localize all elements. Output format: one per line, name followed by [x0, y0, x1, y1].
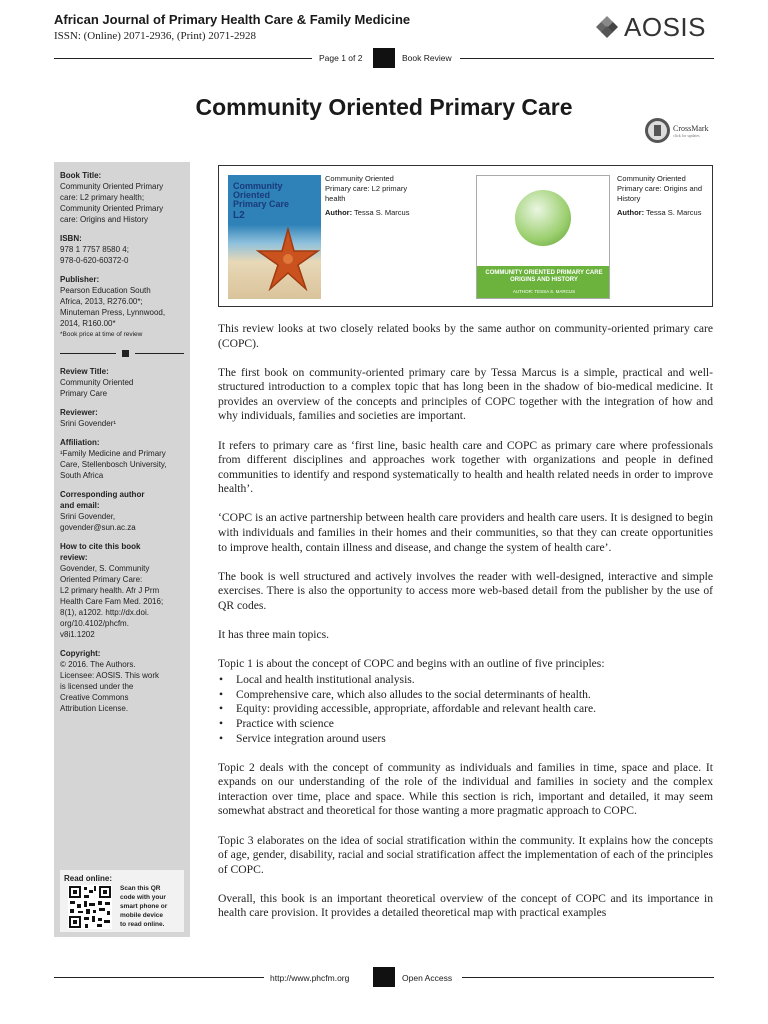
- doi-link[interactable]: org/10.4102/phcfm.: [60, 619, 129, 628]
- paragraph: The book is well structured and actively involves the reader with well-designed, interactive and simple exercises. There is also the opportunity to access more web-based detail from the publisher by the use of QR codes.: [218, 569, 713, 612]
- affiliation-line: ¹Family Medicine and Primary: [60, 449, 166, 458]
- open-access-label: Open Access: [402, 973, 453, 983]
- price-note: *Book price at time of review: [60, 331, 143, 338]
- paragraph: This review looks at two closely related books by the same author on community-oriented primary care (COPC).: [218, 322, 713, 350]
- cover-title: COMMUNITY ORIENTED PRIMARY CARE ORIGINS AND HISTORY: [485, 270, 603, 283]
- license-link[interactable]: Attribution License.: [60, 704, 129, 713]
- citation-label: review:: [60, 553, 88, 562]
- qr-instruction-line: to read online.: [120, 921, 165, 928]
- list-item: • Local and health institutional analysis.: [218, 673, 713, 688]
- qr-instruction-line: mobile device: [120, 912, 163, 919]
- aosis-logo-icon: [594, 14, 620, 40]
- footer-rule-left: [54, 977, 264, 978]
- citation-label: How to cite this book: [60, 542, 141, 551]
- footer-marker: [373, 967, 395, 987]
- paragraph: The first book on community-oriented primary care by Tessa Marcus is a simple, practical and well-structured introduction to a complex topic that has long been in the shadow of bio-medical medicine. It provides an overview of the concepts and principles of COPC together with the integration of how and why individuals, families and societies are important.: [218, 365, 713, 423]
- aosis-logo[interactable]: [594, 14, 706, 40]
- review-title-section: [60, 366, 184, 399]
- license-link[interactable]: Creative Commons: [60, 693, 129, 702]
- crossmark-tagline: click for updates: [673, 132, 700, 138]
- publisher-label: Publisher:: [60, 275, 100, 284]
- section-label: Book Review: [402, 53, 452, 63]
- book-cover-origins: [476, 175, 610, 299]
- isbn-value: 978 1 7757 8580 4;: [60, 245, 129, 254]
- book-author: Author: Tessa S. Marcus: [325, 208, 410, 217]
- list-item: • Service integration around users: [218, 732, 713, 747]
- doi-link[interactable]: v8i1.1202: [60, 630, 95, 639]
- corresponding-name: Srini Govender,: [60, 512, 116, 521]
- affiliation-label: Affiliation:: [60, 438, 100, 447]
- citation-line: Govender, S. Community: [60, 564, 150, 573]
- book-title-line: care: Origins and History: [60, 215, 149, 224]
- list-item: • Comprehensive care, which also alludes to the social determinants of health.: [218, 688, 713, 703]
- list-item: • Practice with science: [218, 717, 713, 732]
- corresponding-email-link[interactable]: govender@sun.ac.za: [60, 523, 136, 532]
- paragraph: It refers to primary care as ‘first line, basic health care and COPC as primary care where professionals from different disciplines and approaches work together with organizations and people in defined communities to identify and respond systematically to health and health related needs in order to improve health’.: [218, 438, 713, 496]
- doi-link[interactable]: 8(1), a1202. http://dx.doi.: [60, 608, 149, 617]
- qr-instruction-line: code with your: [120, 894, 166, 901]
- article-info-sidebar: [54, 162, 190, 937]
- issn: ISSN: (Online) 2071-2936, (Print) 2071-2928: [54, 30, 256, 42]
- cover-subtitle: L2: [233, 210, 245, 221]
- paragraph: ‘COPC is an active partnership between health care providers and health care users. It is designed to begin with individuals and families in their homes and their communities, so that they can create opportunities to improve health, contain illness and disease, and change the system of health care’.: [218, 511, 713, 554]
- header-rule-right: [460, 58, 714, 59]
- page-title: Community Oriented Primary Care: [195, 94, 573, 120]
- book-caption: Community Oriented Primary care: Origins and History: [617, 174, 703, 203]
- isbn-label: ISBN:: [60, 234, 82, 243]
- paragraph: It has three main topics.: [218, 628, 330, 641]
- isbn-section: [60, 233, 184, 266]
- header-rule-left: [54, 58, 312, 59]
- isbn-value: 978-0-620-60372-0: [60, 256, 129, 265]
- crossmark-label: CrossMark: [673, 123, 709, 133]
- list-item: • Equity: providing accessible, appropriate, affordable and relevant health care.: [218, 702, 713, 717]
- affiliation-line: Care, Stellenbosch University,: [60, 460, 167, 469]
- copyright-label: Copyright:: [60, 649, 101, 658]
- review-title-line: Primary Care: [60, 389, 108, 398]
- paragraph: Topic 3 elaborates on the idea of social stratification within the community. It explains how the concepts of age, gender, disability, racial and social stratification affect the implementation of each of the principles of COPC.: [218, 833, 713, 876]
- sidebar-divider: [60, 348, 184, 360]
- paragraph: Topic 1 is about the concept of COPC and begins with an outline of five principles:: [218, 657, 605, 671]
- affiliation-line: South Africa: [60, 471, 104, 480]
- copyright-line: Licensee: AOSIS. This work: [60, 671, 160, 680]
- review-title-line: Community Oriented: [60, 378, 134, 387]
- reviewer-label: Reviewer:: [60, 408, 98, 417]
- read-online-box: [60, 870, 184, 932]
- qr-instructions: [120, 884, 182, 929]
- aosis-logo-text: AOSIS: [624, 12, 706, 42]
- corresponding-label: and email:: [60, 501, 100, 510]
- copyright-line: is licensed under the: [60, 682, 134, 691]
- read-online-label: Read online:: [64, 874, 113, 883]
- qr-instruction-line: smart phone or: [120, 903, 168, 910]
- crossmark-badge[interactable]: [645, 118, 709, 143]
- book-author: Author: Tessa S. Marcus: [617, 208, 702, 217]
- paragraph: Topic 2 deals with the concept of community as individuals and families in time, space and place. It expands on our understanding of the role of the individual and families in society and the complex interaction over time, place and space. While this section is rich, important and detailed, it may seem somewhat abstract and theoretical for those wanting a more pragmatic approach to COPC.: [218, 760, 713, 818]
- book-title-line: Community Oriented Primary: [60, 204, 164, 213]
- publisher-line: Pearson Education South: [60, 286, 151, 295]
- book-title-label: Book Title:: [60, 171, 102, 180]
- globe-image: [515, 190, 571, 246]
- qr-instruction-line: Scan this QR: [120, 885, 161, 892]
- footer-url-link[interactable]: http://www.phcfm.org: [270, 973, 350, 983]
- footer-rule-right: [462, 977, 714, 978]
- cover-author: AUTHOR: TESSA S. MARCUS: [512, 289, 576, 294]
- publisher-line: 2014, R160.00*: [60, 319, 116, 328]
- crossmark-icon: [645, 118, 670, 143]
- qr-code-icon[interactable]: [68, 885, 112, 929]
- affiliation-section: [60, 437, 184, 481]
- book-title-section: [60, 170, 184, 225]
- starfish-image: [256, 227, 320, 291]
- copyright-section: [60, 648, 184, 714]
- review-body: [218, 322, 713, 936]
- corresponding-label: Corresponding author: [60, 490, 145, 499]
- page-number: Page 1 of 2: [319, 53, 363, 63]
- citation-line: Oriented Primary Care:: [60, 575, 143, 584]
- book-caption: Community Oriented Primary care: L2 primary health: [325, 174, 408, 203]
- book-title-line: Community Oriented Primary: [60, 182, 164, 191]
- citation-line: Health Care Fam Med. 2016;: [60, 597, 164, 606]
- citation-section: [60, 541, 184, 640]
- cover-title: Community Oriented Primary Care: [233, 181, 290, 209]
- copyright-line: © 2016. The Authors.: [60, 660, 136, 669]
- paragraph: Overall, this book is an important theoretical overview of the concept of COPC and its importance in health care provision. It provides a detailed theoretical map with practical examples: [218, 891, 713, 920]
- header-marker: [373, 48, 395, 68]
- citation-line: L2 primary health. Afr J Prm: [60, 586, 160, 595]
- publisher-line: Africa, 2013, R276.00*;: [60, 297, 143, 306]
- publisher-line: Minuteman Press, Lynnwood,: [60, 308, 166, 317]
- publisher-section: [60, 274, 184, 340]
- review-title-label: Review Title:: [60, 367, 109, 376]
- corresponding-section: [60, 489, 184, 533]
- reviewer-name: Srini Govender¹: [60, 419, 117, 428]
- book-covers-box: [218, 165, 713, 307]
- principles-list: [218, 673, 713, 746]
- book-cover-l2: [228, 175, 321, 299]
- reviewer-section: [60, 407, 184, 429]
- book-title-line: care: L2 primary health;: [60, 193, 145, 202]
- journal-name: African Journal of Primary Health Care & Family Medicine: [54, 12, 411, 27]
